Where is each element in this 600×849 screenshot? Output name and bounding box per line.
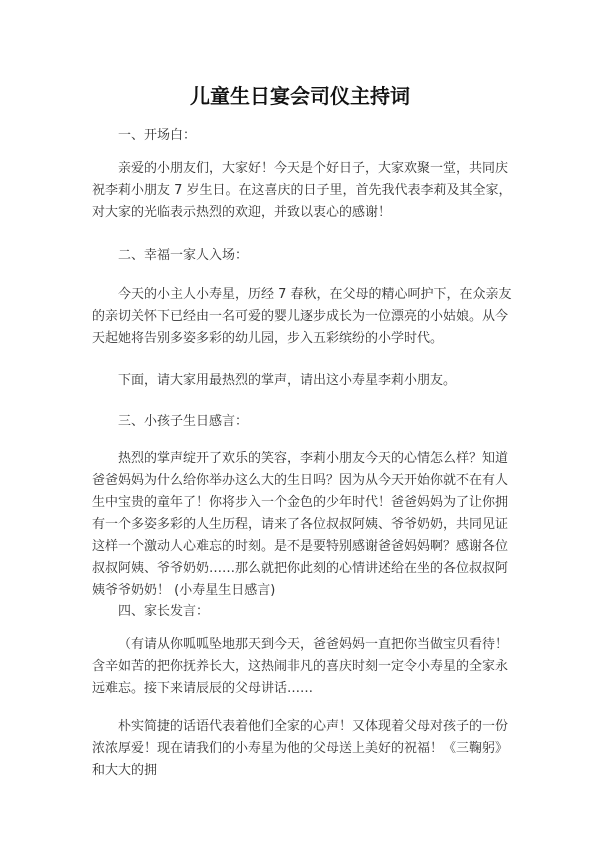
paragraph-opening: 亲爱的小朋友们，大家好！今天是个好日子，大家欢聚一堂，共同庆祝李莉小朋友 7 岁生日。在这喜庆的日子里，首先我代表李莉及其全家，对大家的光临表示热烈的欢迎，并致以衷心的感谢！ [92,161,512,220]
paragraph-family-entrance: 今天的小主人小寿星，历经 7 春秋，在父母的精心呵护下，在众亲友的亲切关怀下已经由一名可爱的婴儿逐步成长为一位漂亮的小姑娘。从今天起她将告别多姿多彩的幼儿园，步入五彩缤纷的小学时代。 [92,287,512,346]
section-heading-family-entrance: 二、幸福一家人入场： [118,248,249,263]
paragraph-applause-invite: 下面，请大家用最热烈的掌声，请出这小寿星李莉小朋友。 [118,373,457,388]
section-heading-opening: 一、开场白： [118,128,197,143]
document-title: 儿童生日宴会司仪主持词 [190,84,410,108]
paragraph-birthday-speech: 热烈的掌声绽开了欢乐的笑容，李莉小朋友今天的心情怎么样？知道爸爸妈妈为什么给你举办这么大的生日吗？因为从今天开始你就不在有人生中宝贵的童年了！你将步入一个金色的少年时代！爸爸妈妈为了让你拥有一个多姿多彩的人生历程，请来了各位叔叔阿姨、爷爷奶奶，共同见证这样一个激动人心难忘的时刻。是不是要特别感谢爸爸妈妈啊？感谢各位叔叔阿姨、爷爷奶奶……那么就把你此刻的心情讲述给在坐的各位叔叔阿姨爷爷奶奶！ (小寿星生日感言) [92,451,509,598]
section-heading-birthday-speech: 三、小孩子生日感言： [118,414,249,429]
paragraph-blessing: 朴实简捷的话语代表着他们全家的心声！又体现着父母对孩子的一份浓浓厚爱！现在请我们的小寿星为他的父母送上美好的祝福！《三鞠躬》和大大的拥 [92,719,509,778]
section-heading-parent-speech: 四、家长发言： [118,604,210,619]
paragraph-parent-speech: （有请从你呱呱坠地那天到今天，爸爸妈妈一直把你当做宝贝看待！含辛如苦的把你抚养长大，这热闹非凡的喜庆时刻一定令小寿星的全家永远难忘。接下来请辰辰的父母讲话…… [92,637,509,696]
